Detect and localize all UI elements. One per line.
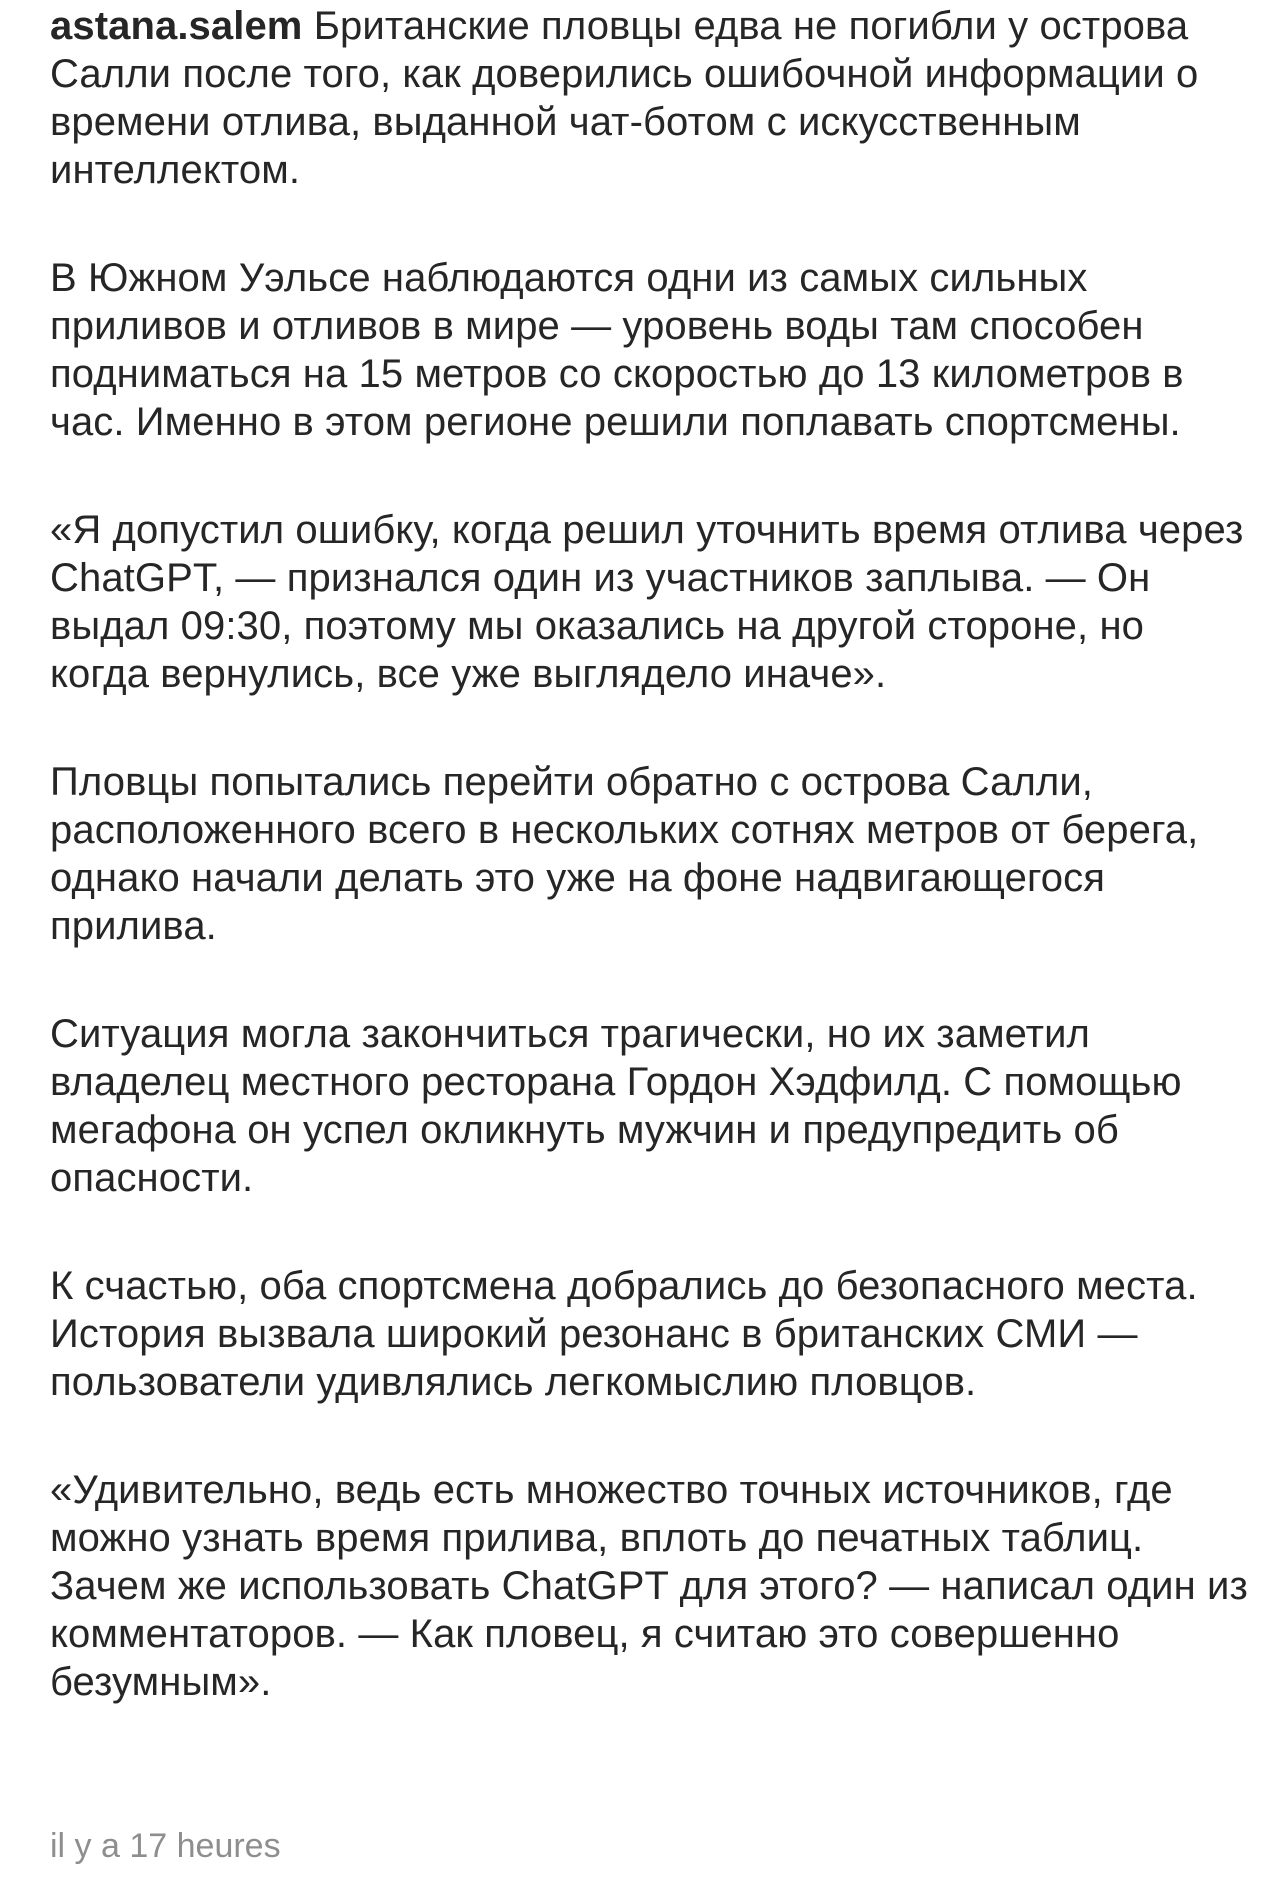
caption-paragraph: К счастью, оба спортсмена добрались до безопасного места. История вызвала широкий резонанс в британских СМИ — пользователи удивлялись легкомыслию пловцов. <box>50 1264 1198 1404</box>
caption-text: Британские пловцы едва не погибли у острова Салли после того, как доверились ошибочной информации о времени отлива, выданной чат-ботом с искусственным интеллектом. <box>50 4 1199 192</box>
caption-paragraph: Ситуация могла закончиться трагически, но их заметил владелец местного ресторана Гордон Хэдфилд. С помощью мегафона он успел окликнуть мужчин и предупредить об опасности. <box>50 1012 1182 1200</box>
username-link[interactable]: astana.salem <box>50 4 303 48</box>
caption-paragraph: «Я допустил ошибку, когда решил уточнить время отлива через ChatGPT, — признался один из участников заплыва. — Он выдал 09:30, поэтому мы оказались на другой стороне, но когда вернулись, все уже выглядело иначе». <box>50 508 1244 696</box>
post-timestamp: il y a 17 heures <box>50 1827 281 1865</box>
caption-paragraph: «Удивительно, ведь есть множество точных источников, где можно узнать время прилива, вплоть до печатных таблиц. Зачем же использовать ChatGPT для этого? — написал один из комментаторов. — Как пловец, я считаю это совершенно безумным». <box>50 1468 1248 1704</box>
post-caption <box>50 2 1250 1766</box>
caption-paragraph: Пловцы попытались перейти обратно с острова Салли, расположенного всего в нескольких сотнях метров от берега, однако начали делать это уже на фоне надвигающегося прилива. <box>50 760 1199 948</box>
caption-paragraph <box>50 2 1250 194</box>
caption-paragraph: В Южном Уэльсе наблюдаются одни из самых сильных приливов и отливов в мире — уровень воды там способен подниматься на 15 метров со скоростью до 13 километров в час. Именно в этом регионе решили поплавать спортсмены. <box>50 256 1184 444</box>
